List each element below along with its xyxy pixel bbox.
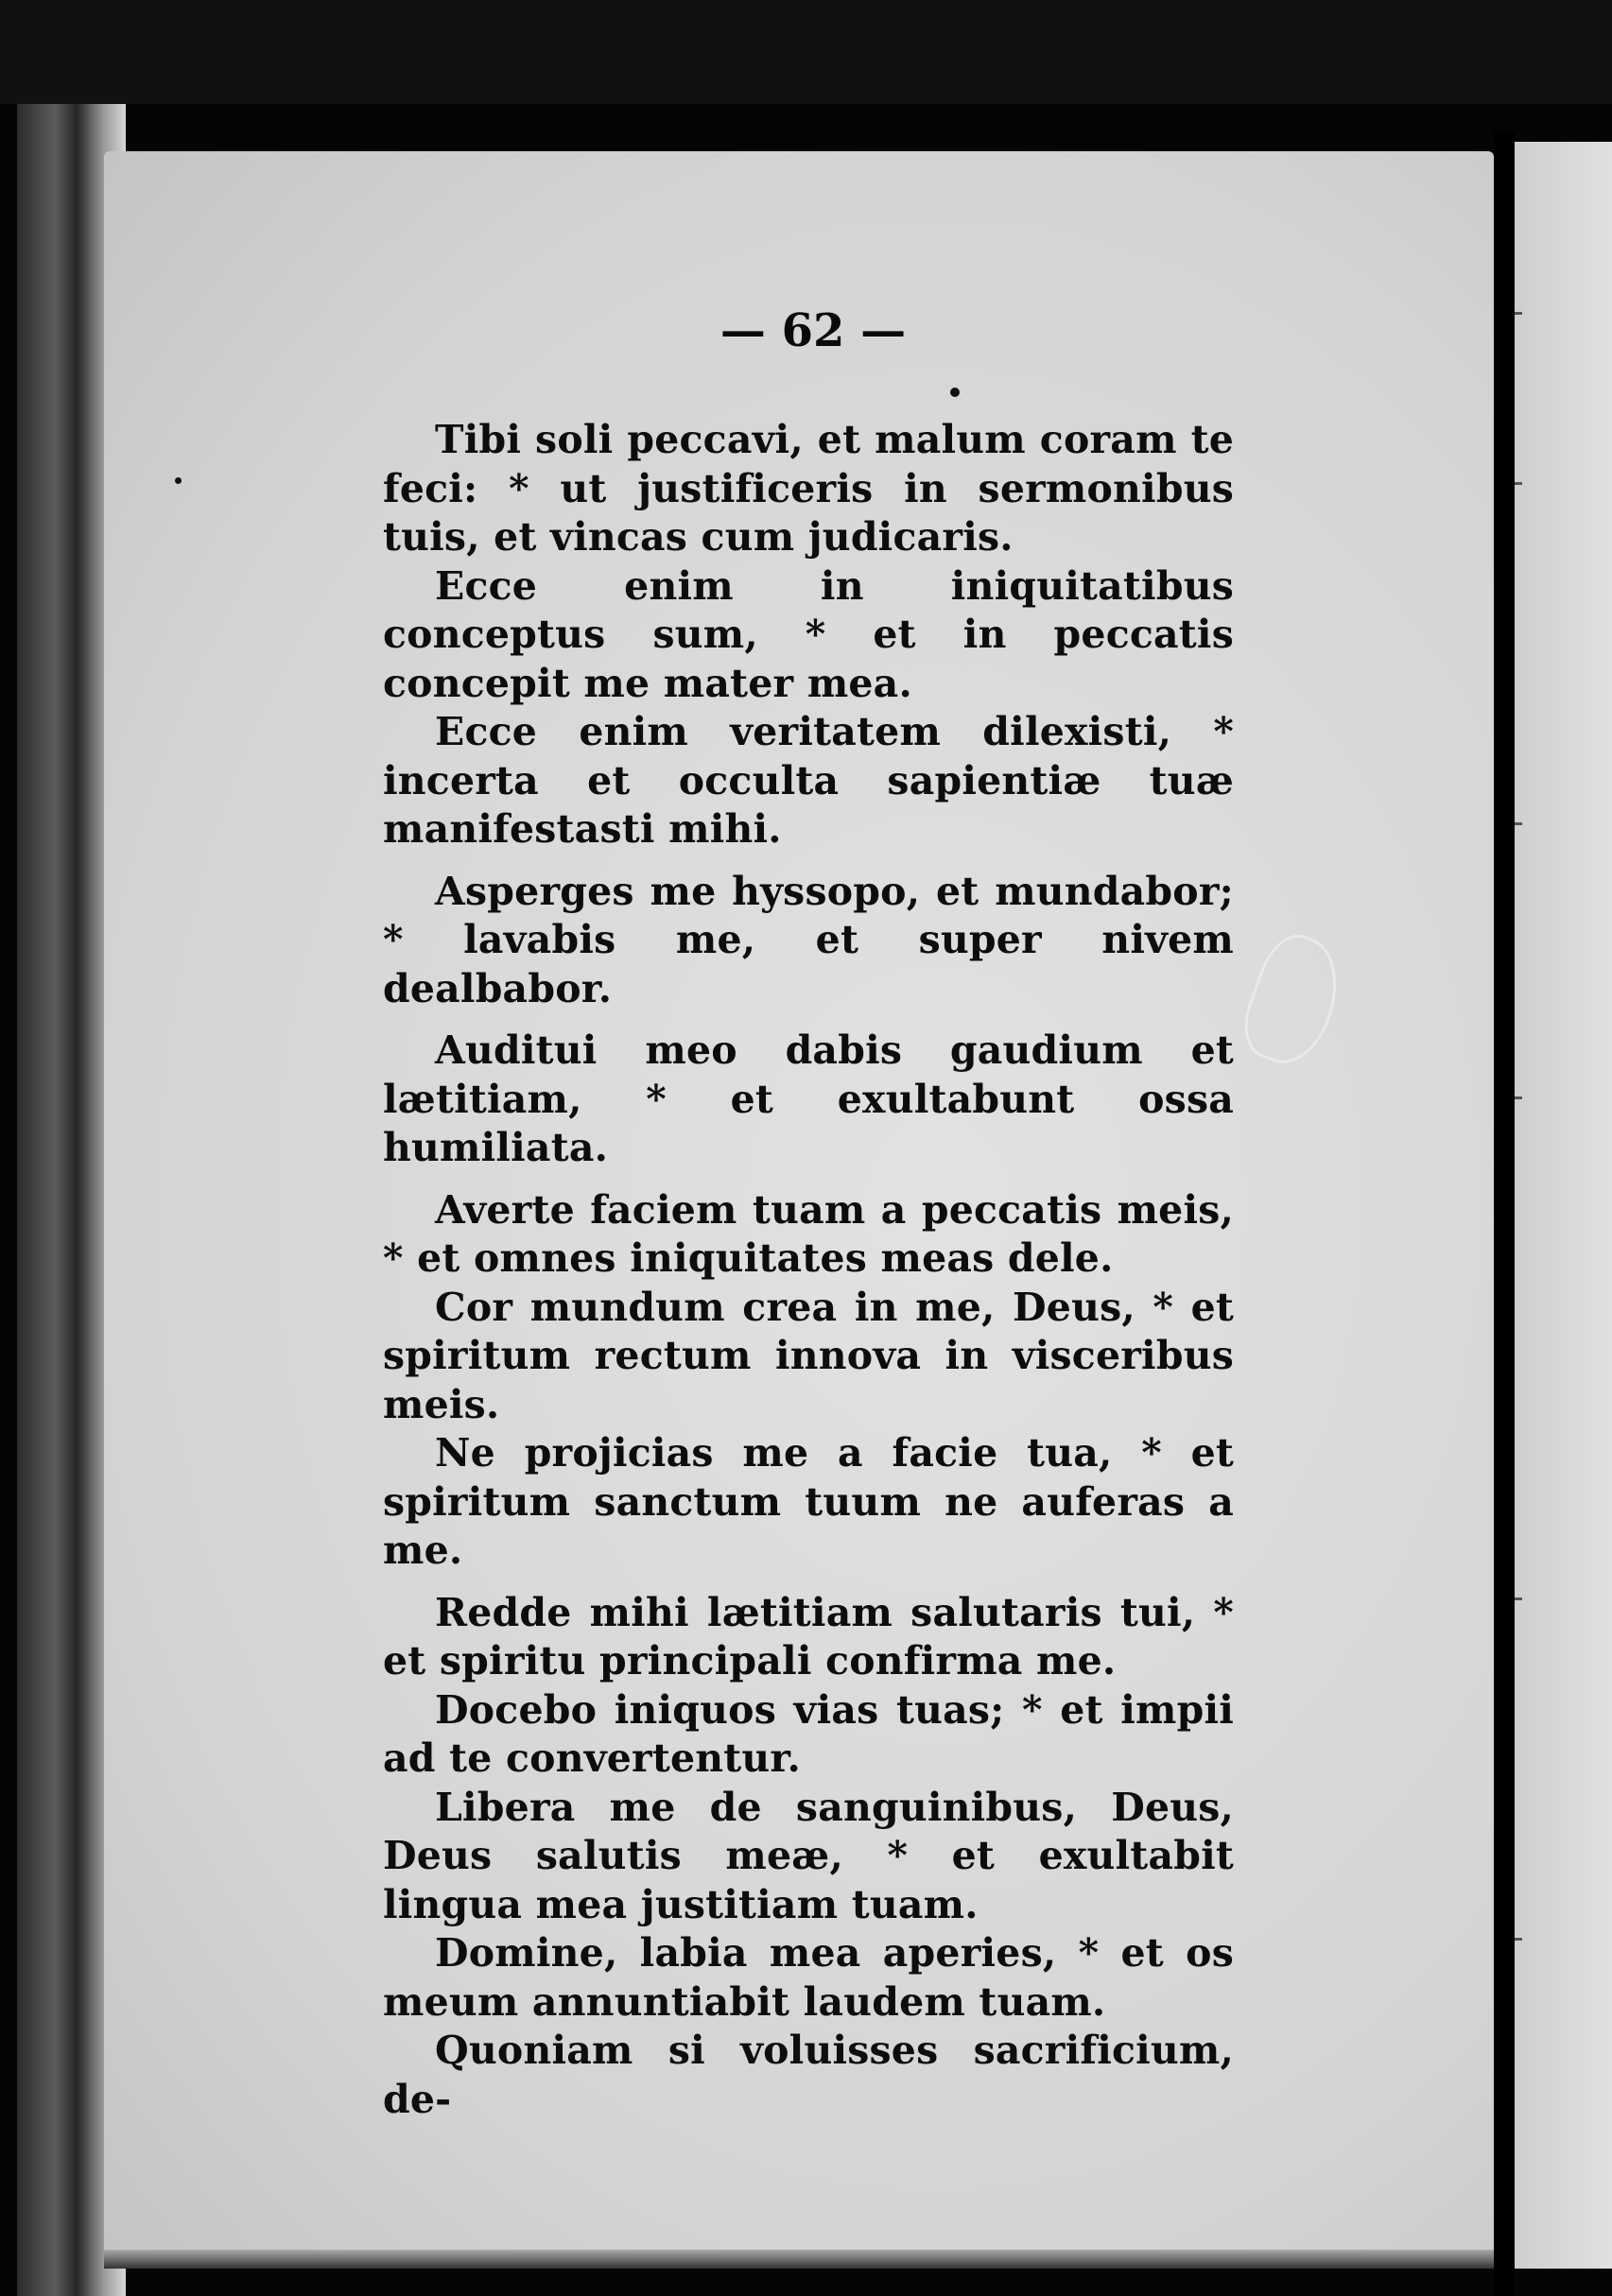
facing-page-edge bbox=[1515, 142, 1612, 2269]
book-gutter bbox=[1494, 132, 1515, 2296]
verse: Tibi soli peccavi, et malum coram te feci: * ut justificeris in sermonibus tuis, et vincas cum judicaris. bbox=[383, 417, 1234, 560]
verse: Ecce enim in iniquitatibus conceptus sum, * et in peccatis concepit me mater mea. bbox=[383, 562, 1234, 706]
verse: Asperges me hyssopo, et mundabor; * lavabis me, et super nivem dealbabor. bbox=[383, 868, 1234, 1011]
scan-top-band bbox=[0, 0, 1612, 104]
verse: Redde mihi lætitiam salutaris tui, * et spiritu principali confirma me. bbox=[383, 1589, 1234, 1683]
verse: Ecce enim veritatem dilexisti, * incerta et occulta sapientiæ tuæ manifestasti mihi. bbox=[383, 709, 1234, 852]
page-number: — 62 — bbox=[719, 304, 907, 357]
verse: Libera me de sanguinibus, Deus, Deus salutis meæ, * et exultabit lingua mea justitiam tuam. bbox=[383, 1784, 1234, 1927]
psalm-text bbox=[383, 302, 1234, 2124]
verse: Auditui meo dabis gaudium et lætitiam, * et exultabunt ossa humiliata. bbox=[383, 1027, 1234, 1170]
verse: Domine, labia mea aperies, * et os meum annuntiabit laudem tuam. bbox=[383, 1930, 1234, 2025]
verse: Docebo iniquos vias tuas; * et impii ad te convertentur. bbox=[383, 1686, 1234, 1781]
verse: Ne projicias me a facie tua, * et spiritum sanctum tuum ne auferas a me. bbox=[383, 1430, 1234, 1573]
verse: Cor mundum crea in me, Deus, * et spiritum rectum innova in visceribus meis. bbox=[383, 1284, 1234, 1427]
verse: Averte faciem tuam a peccatis meis, * et omnes iniquitates meas dele. bbox=[383, 1186, 1234, 1281]
verse: Quoniam si voluisses sacrificium, de- bbox=[383, 2028, 1234, 2122]
print-speck bbox=[175, 477, 182, 484]
page-bottom-edge bbox=[104, 2250, 1494, 2269]
